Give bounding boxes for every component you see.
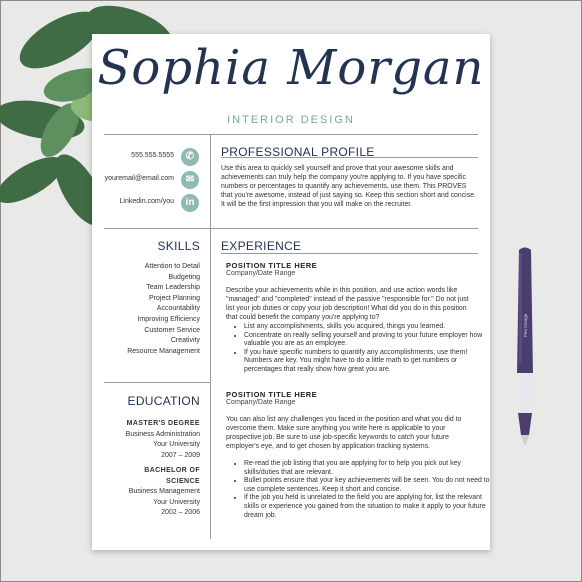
email-text: youremail@email.com <box>104 175 174 182</box>
linkedin-icon: in <box>181 194 199 212</box>
list-item: • Re-read the job listing that you are applying for to help you pick out key skills/duties that are relevant. <box>244 460 490 477</box>
job-description: Describe your achievements while in this position, and use action words like "managed" and "completed" instead of the passive "responsible for." Do not just list your job duties or copy your job description! What did you do in this position that could benefit the company you're applying to? <box>226 287 469 321</box>
skill-item: Budgeting <box>168 273 200 281</box>
job-bullets <box>228 323 490 375</box>
degree-name: MASTER'S DEGREE <box>126 420 200 427</box>
email-icon: ✉ <box>181 171 199 189</box>
contact-linkedin[interactable] <box>92 194 204 214</box>
contact-email[interactable] <box>92 171 204 191</box>
skill-item: Attention to Detail <box>144 263 200 270</box>
skill-item: Resource Management <box>127 347 200 355</box>
profile-title: PROFESSIONAL PROFILE <box>221 145 375 159</box>
resume-name: Sophia Morgan <box>97 40 485 96</box>
degree-field: Business Management <box>128 488 200 496</box>
education-entry <box>126 419 200 461</box>
list-item: • If you have specific numbers to quantify any accomplishments, use them! Numbers are key. You might have to do a little math to get numbers or percentages that really show how great you are. <box>244 349 490 375</box>
skills-title: SKILLS <box>157 239 200 253</box>
list-item: • Concentrate on really selling yourself and proving to your future employer how valuable you are as an employee. <box>244 332 490 349</box>
degree-school: Your University <box>153 498 200 506</box>
skill-item: Customer Service <box>144 326 200 334</box>
job-title: POSITION TITLE HERE <box>226 390 318 399</box>
degree-name: BACHELOR OF <box>144 467 200 474</box>
list-item: • List any accomplishments, skills you acquired, things you learned. <box>244 323 490 332</box>
education-title: EDUCATION <box>127 394 200 408</box>
degree-years: 2007 – 2009 <box>161 451 200 459</box>
degree-years: 2002 – 2006 <box>161 509 200 517</box>
degree-school: Your University <box>153 441 200 449</box>
phone-text: 555.555.5555 <box>131 152 174 159</box>
experience-title: EXPERIENCE <box>221 239 302 253</box>
pen-icon <box>505 245 545 450</box>
education-entry <box>129 466 200 519</box>
job-company: Company/Date Range <box>226 399 296 406</box>
list-item: • Bullet points ensure that your key achievements will be seen. You do not need to use complete sentences. Keep it short and concise. <box>244 477 490 494</box>
resume-role: INTERIOR DESIGN <box>227 114 355 126</box>
profile-divider <box>104 228 478 229</box>
job-title: POSITION TITLE HERE <box>226 261 318 270</box>
job-company: Company/Date Range <box>226 270 296 277</box>
skills-divider <box>104 382 210 383</box>
skill-item: Creativity <box>170 337 200 345</box>
job-bullets <box>228 460 490 520</box>
skill-item: Improving Efficiency <box>137 315 200 323</box>
column-divider <box>210 134 211 539</box>
profile-text: Use this area to quickly sell yourself and prove that your awesome skills and achievements can truly help the company you're applying to. If you have specific numbers or percentages to quantify any achievements, use them. This PROVES that you're awesome, instead of just saying so. Keep this section short and concise. It will be the first impression that you will make on the recruiter. <box>221 165 476 208</box>
skill-item: Project Planning <box>149 294 200 302</box>
skill-item: Accountability <box>156 305 200 313</box>
degree-field: Business Administration <box>125 430 200 438</box>
skills-list <box>127 262 200 357</box>
pen-label: Pen Design <box>523 313 528 337</box>
experience-title-rule <box>221 253 478 254</box>
degree-name-line2: SCIENCE <box>166 477 200 485</box>
job-description: You can also list any challenges you faced in the position and what you did to overcome them. Make sure anything you write here is applicable to your prospective job. Be sure to use job-specific keywords to catch your future employer's eye, and to get chosen by application tracking systems. <box>226 416 462 450</box>
resume-paper <box>92 34 490 550</box>
phone-icon: ✆ <box>181 148 199 166</box>
contact-phone[interactable] <box>92 148 204 168</box>
header-divider <box>104 134 478 135</box>
linkedin-text: Linkedin.com/you <box>119 198 174 205</box>
skill-item: Team Leadership <box>146 284 200 292</box>
list-item: • If the job you held is unrelated to the field you are applying for, list the relevant skills or experience you gained from the situation to make it apply to your future dream job. <box>244 494 490 520</box>
